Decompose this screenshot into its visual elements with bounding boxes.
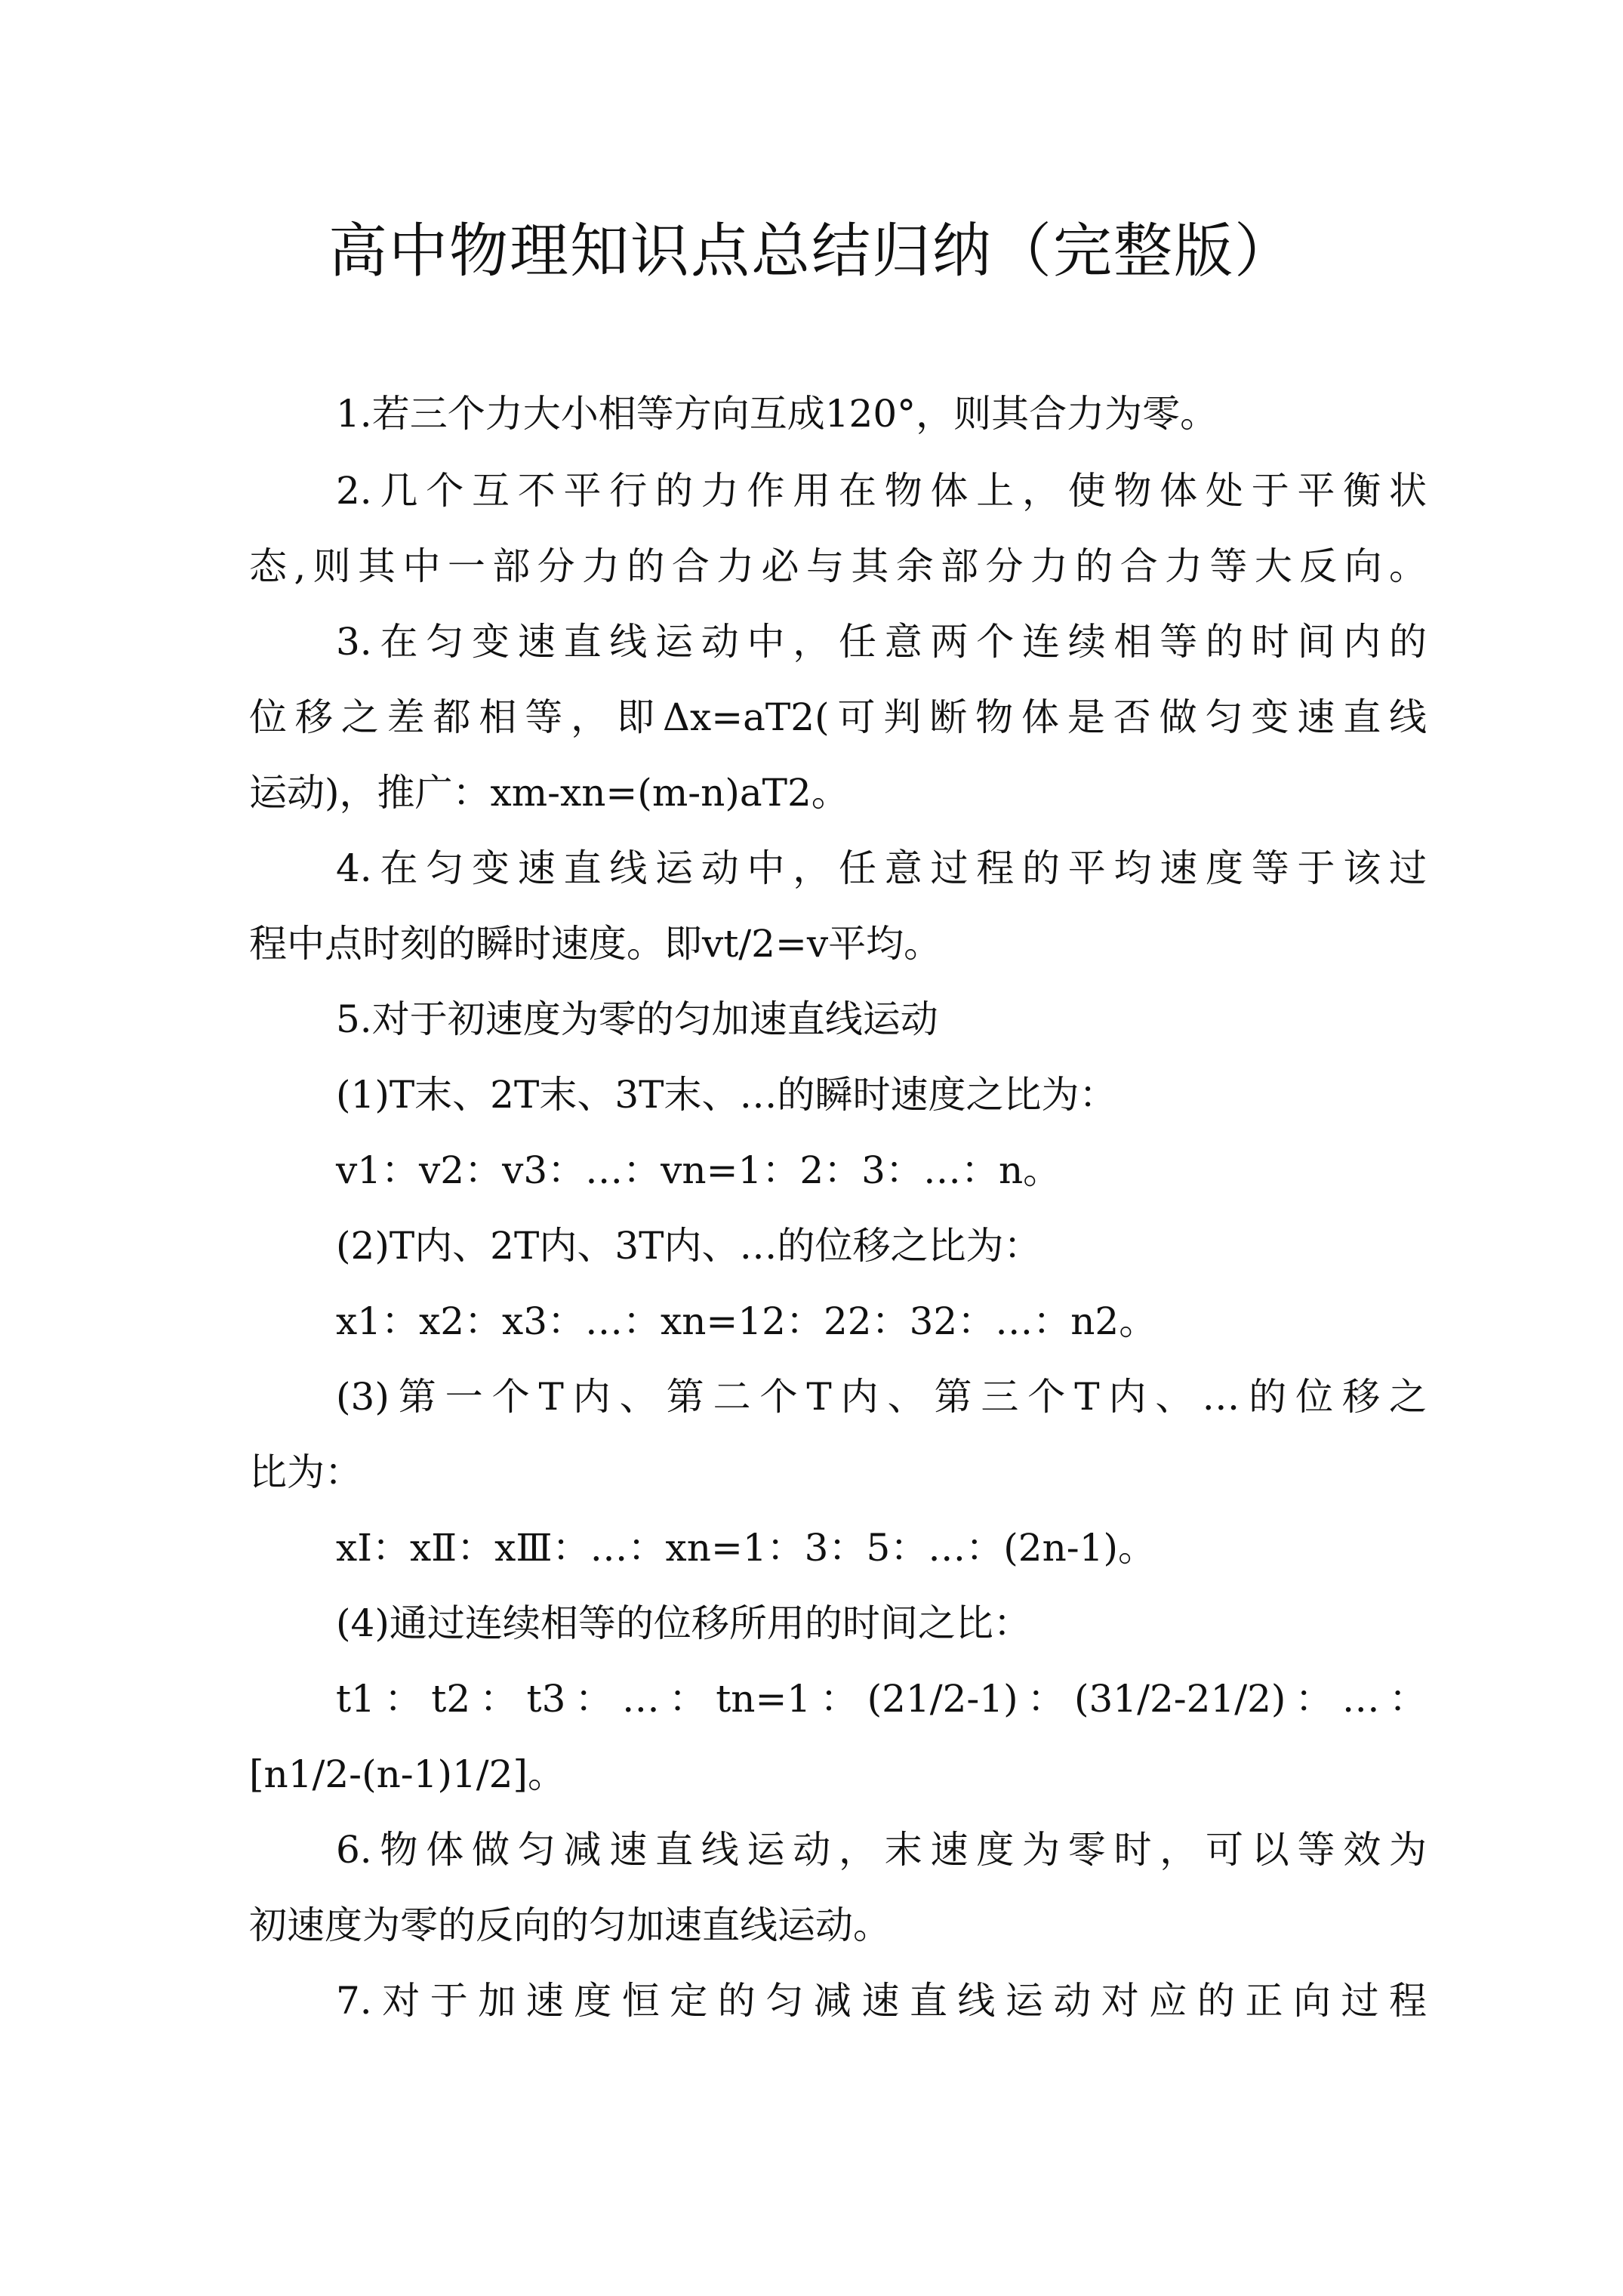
paragraph-line: 态,则其中一部分力的合力必与其余部分力的合力等大反向。	[249, 544, 1427, 588]
paragraph-line: (4)通过连续相等的位移所用的时间之比：	[336, 1601, 1031, 1645]
paragraph-line: 5.对于初速度为零的匀加速直线运动	[336, 997, 938, 1041]
paragraph-line: v1：v2：v3：…：vn=1：2：3：…：n。	[336, 1148, 1061, 1192]
paragraph-line: x1：x2：x3：…：xn=12：22：32：…：n2。	[336, 1299, 1157, 1343]
paragraph-line: 2.几个互不平行的力作用在物体上，使物体处于平衡状	[336, 469, 1427, 513]
paragraph-line: (1)T末、2T末、3T末、…的瞬时速度之比为：	[336, 1073, 1117, 1117]
paragraph-line: 位移之差都相等，即Δx=aT2(可判断物体是否做匀变速直线	[249, 695, 1427, 739]
paragraph-line: 初速度为零的反向的匀加速直线运动。	[249, 1903, 891, 1947]
paragraph-line: 运动)，推广：xm-xn=(m-n)aT2。	[249, 771, 849, 815]
paragraph-line: 4.在匀变速直线运动中，任意过程的平均速度等于该过	[336, 846, 1427, 890]
document-title: 高中物理知识点总结归纳（完整版）	[328, 217, 1295, 285]
paragraph-line: t1：t2：t3：…：tn=1：(21/2-1)：(31/2-21/2)：…：	[336, 1677, 1427, 1721]
paragraph-line: 6.物体做匀减速直线运动，末速度为零时，可以等效为	[336, 1828, 1427, 1872]
paragraph-line: 3.在匀变速直线运动中，任意两个连续相等的时间内的	[336, 620, 1427, 664]
paragraph-line: 比为：	[249, 1450, 362, 1494]
paragraph-line: xⅠ：xⅡ：xⅢ：…：xn=1：3：5：…：(2n-1)。	[336, 1526, 1156, 1570]
paragraph-line: 程中点时刻的瞬时速度。即vt/2=v平均。	[249, 922, 942, 966]
paragraph-line: [n1/2-(n-1)1/2]。	[249, 1752, 565, 1796]
paragraph-line: (3)第一个T内、第二个T内、第三个T内、…的位移之	[336, 1375, 1427, 1419]
paragraph-line: 7.对于加速度恒定的匀减速直线运动对应的正向过程	[336, 1979, 1427, 2023]
paragraph-line: 1.若三个力大小相等方向互成120°，则其合力为零。	[336, 392, 1218, 436]
paragraph-line: (2)T内、2T内、3T内、…的位移之比为：	[336, 1224, 1042, 1268]
